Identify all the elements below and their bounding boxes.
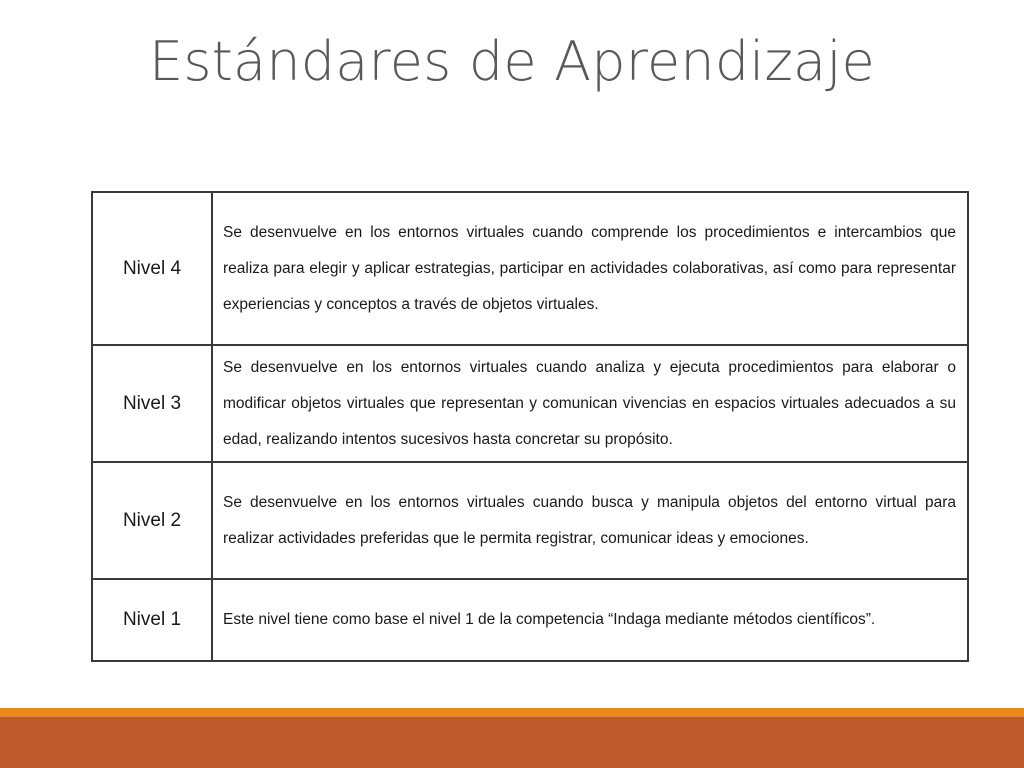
footer-accent-stripe [0,708,1024,717]
level-description: Se desenvuelve en los entornos virtuales cuando comprende los procedimientos e intercambios que realiza para elegir y aplicar estrategias, participar en actividades colaborativas, así como para representar experiencias y conceptos a través de objetos virtuales. [212,192,968,345]
level-description: Se desenvuelve en los entornos virtuales cuando busca y manipula objetos del entorno virtual para realizar actividades preferidas que le permita registrar, comunicar ideas y emociones. [212,462,968,579]
level-description: Este nivel tiene como base el nivel 1 de la competencia “Indaga mediante métodos científicos”. [212,579,968,661]
level-label: Nivel 1 [92,579,212,661]
level-label: Nivel 2 [92,462,212,579]
footer-band [0,717,1024,768]
table-row [92,462,968,579]
table-row [92,579,968,661]
level-label: Nivel 3 [92,345,212,462]
standards-table [91,191,969,662]
table-row [92,345,968,462]
table-row [92,192,968,345]
slide-title: Estándares de Aprendizaje [149,30,875,93]
level-description: Se desenvuelve en los entornos virtuales cuando analiza y ejecuta procedimientos para elaborar o modificar objetos virtuales que representan y comunican vivencias en espacios virtuales adecuados a su edad, realizando intentos sucesivos hasta concretar su propósito. [212,345,968,462]
level-label: Nivel 4 [92,192,212,345]
